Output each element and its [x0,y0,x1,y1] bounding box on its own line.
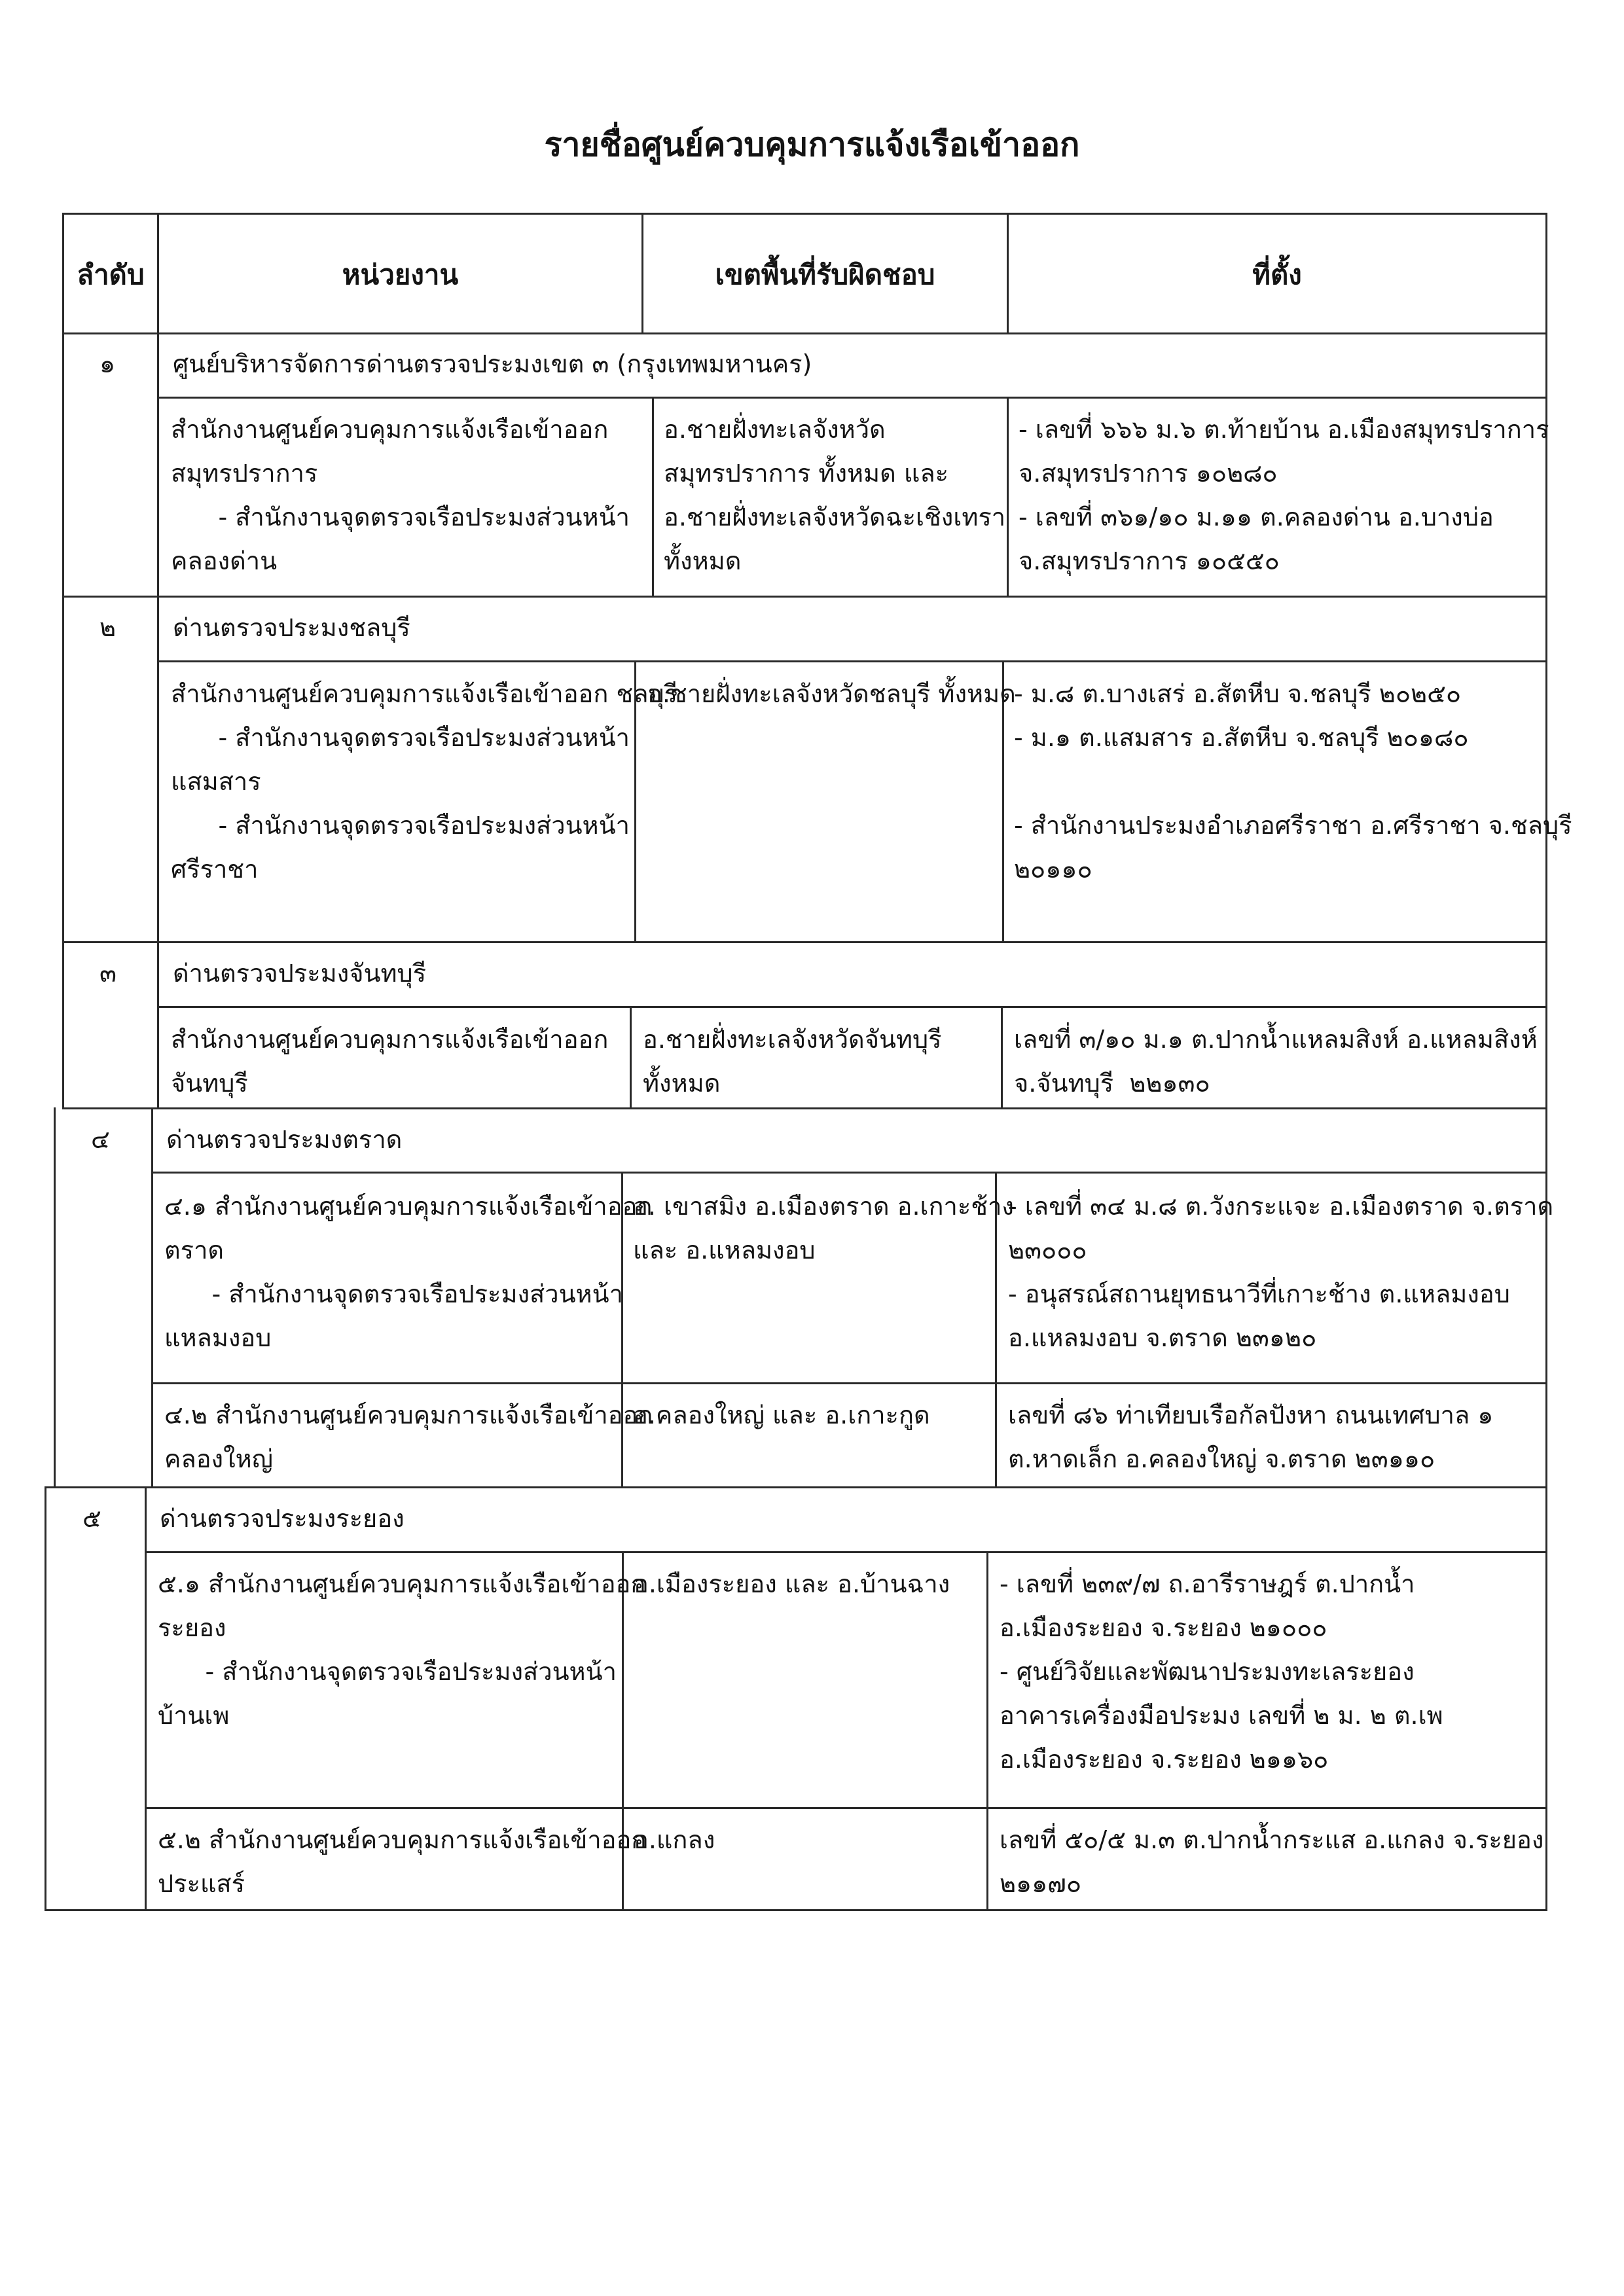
unit-line: สมุทรปราการ [171,459,318,488]
area-line: อ.คลองใหญ่ และ อ.เกาะกูด [633,1401,930,1429]
section-number: ๒ [99,613,117,642]
section-name: ศูนย์บริหารจัดการด่านตรวจประมงเขต ๓ (กรุงเทพมหานคร) [173,350,812,378]
location-line: - เลขที่ ๓๔ ม.๘ ต.วังกระแจะ อ.เมืองตราด จ.ตราด [1008,1192,1554,1221]
unit-line: - สำนักงานจุดตรวจเรือประมงส่วนหน้า [171,723,630,752]
location-line: - เลขที่ ๖๖๖ ม.๖ ต.ท้ายบ้าน อ.เมืองสมุทรปราการ [1019,415,1549,444]
unit-line: สำนักงานศูนย์ควบคุมการแจ้งเรือเข้าออก [171,415,609,444]
unit-line: แหลมงอบ [164,1323,272,1352]
header-location: ที่ตั้ง [1252,259,1302,291]
section-number: ๓ [99,959,117,988]
table-border [1001,1006,1003,1109]
location-line: - ม.๑ ต.แสมสาร อ.สัตหีบ จ.ชลบุรี ๒๐๑๘๐ [1014,723,1469,752]
section-number: ๔ [91,1125,110,1154]
location-line: อ.แหลมงอบ จ.ตราด ๒๓๑๒๐ [1008,1323,1317,1352]
area-line: ทั้งหมด [664,547,742,575]
location-line: เลขที่ ๘๖ ท่าเทียบเรือกัลปังหา ถนนเทศบาล ๑ [1008,1401,1494,1429]
location-line: จ.จันทบุรี ๒๒๑๓๐ [1014,1069,1210,1098]
table-border [157,660,1547,662]
table-border [986,1551,988,1911]
table-border [157,213,159,1109]
table-border [1007,397,1009,598]
table-border [145,1551,1547,1553]
header-area: เขตพื้นที่รับผิดชอบ [715,259,935,291]
location-line: อ.เมืองระยอง จ.ระยอง ๒๑๑๖๐ [1000,1745,1329,1774]
unit-line: - สำนักงานจุดตรวจเรือประมงส่วนหน้า [164,1280,623,1308]
table-border [151,1172,1547,1174]
unit-line: ๕.๒ สำนักงานศูนย์ควบคุมการแจ้งเรือเข้าออก [158,1825,647,1854]
table-border [1545,213,1547,1911]
section-name: ด่านตรวจประมงชลบุรี [173,613,410,642]
unit-line: แสมสาร [171,767,261,796]
area-line: อ.ชายฝั่งทะเลจังหวัดจันทบุรี [643,1025,942,1054]
location-line: อ.เมืองระยอง จ.ระยอง ๒๑๐๐๐ [1000,1613,1327,1642]
unit-line: ตราด [164,1236,225,1265]
area-line: อ. เขาสมิง อ.เมืองตราด อ.เกาะช้าง [633,1192,1014,1221]
unit-line: คลองใหญ่ [164,1444,274,1473]
location-line: จ.สมุทรปราการ ๑๐๕๕๐ [1019,547,1280,575]
location-line: ต.หาดเล็ก อ.คลองใหญ่ จ.ตราด ๒๓๑๑๐ [1008,1444,1435,1473]
unit-line: - สำนักงานจุดตรวจเรือประมงส่วนหน้า [171,811,630,840]
table-border [54,1107,56,1488]
section-number: ๑ [99,350,116,378]
table-border [157,397,1547,399]
unit-line: ระยอง [158,1613,226,1642]
location-line: ๒๐๑๑๐ [1014,855,1092,884]
area-line: อ.ชายฝั่งทะเลจังหวัด [664,415,886,444]
page-title: รายชื่อศูนย์ควบคุมการแจ้งเรือเข้าออก [544,126,1080,164]
unit-line: ๔.๑ สำนักงานศูนย์ควบคุมการแจ้งเรือเข้าออก [164,1192,653,1221]
location-line: - ม.๘ ต.บางเสร่ อ.สัตหีบ จ.ชลบุรี ๒๐๒๕๐ [1014,679,1462,708]
table-border [45,1909,1547,1911]
location-line: - เลขที่ ๓๖๑/๑๐ ม.๑๑ ต.คลองด่าน อ.บางบ่อ [1019,503,1494,531]
table-border [62,213,1547,215]
unit-line: จันทบุรี [171,1069,248,1098]
table-border [145,1486,147,1911]
location-line: - เลขที่ ๒๓๙/๗ ถ.อารีราษฎร์ ต.ปากน้ำ [1000,1570,1415,1598]
section-name: ด่านตรวจประมงจันทบุรี [173,959,427,988]
unit-line: - สำนักงานจุดตรวจเรือประมงส่วนหน้า [158,1657,617,1686]
location-line: ๒๓๐๐๐ [1008,1236,1087,1265]
location-line: เลขที่ ๓/๑๐ ม.๑ ต.ปากน้ำแหลมสิงห์ อ.แหลมสิงห์ [1014,1025,1538,1054]
area-line: และ อ.แหลมงอบ [633,1236,816,1265]
table-border [151,1107,153,1488]
table-border [62,1107,1547,1109]
header-unit: หน่วยงาน [342,259,459,291]
location-line: เลขที่ ๕๐/๕ ม.๓ ต.ปากน้ำกระแส อ.แกลง จ.ระยอง [1000,1825,1544,1854]
table-border [62,332,1547,334]
unit-line: ๕.๑ สำนักงานศูนย์ควบคุมการแจ้งเรือเข้าออก [158,1570,646,1598]
location-line: อาคารเครื่องมือประมง เลขที่ ๒ ม. ๒ ต.เพ [1000,1701,1443,1730]
table-border [62,213,64,1109]
section-name: ด่านตรวจประมงระยอง [160,1504,405,1533]
table-border [652,397,654,598]
location-line: ๒๑๑๗๐ [1000,1869,1082,1898]
unit-line: บ้านเพ [158,1701,230,1730]
area-line: อ.แกลง [634,1825,715,1854]
table-border [157,1006,1547,1008]
location-line: - ศูนย์วิจัยและพัฒนาประมงทะเลระยอง [1000,1657,1415,1686]
unit-line: - สำนักงานจุดตรวจเรือประมงส่วนหน้า [171,503,630,531]
unit-line: คลองด่าน [171,547,278,575]
unit-line: ศรีราชา [171,855,259,884]
area-line: อ.ชายฝั่งทะเลจังหวัดชลบุรี ทั้งหมด [647,679,1016,708]
table-border [151,1382,1547,1384]
location-line: - อนุสรณ์สถานยุทธนาวีที่เกาะช้าง ต.แหลมงอบ [1008,1280,1510,1308]
location-line: - สำนักงานประมงอำเภอศรีราชา อ.ศรีราชา จ.ชลบุรี [1014,811,1572,840]
table-border [62,941,1547,943]
table-border [45,1486,46,1911]
table-border [62,596,1547,598]
area-line: อ.เมืองระยอง และ อ.บ้านฉาง [634,1570,950,1598]
section-name: ด่านตรวจประมงตราด [166,1125,403,1154]
header-order: ลำดับ [77,259,145,291]
unit-line: สำนักงานศูนย์ควบคุมการแจ้งเรือเข้าออก [171,1025,609,1054]
table-border [145,1807,1547,1809]
section-number: ๕ [82,1504,101,1533]
unit-line: ๔.๒ สำนักงานศูนย์ควบคุมการแจ้งเรือเข้าออก [164,1401,653,1429]
table-border [45,1486,1547,1488]
location-line: จ.สมุทรปราการ ๑๐๒๘๐ [1019,459,1278,488]
area-line: สมุทรปราการ ทั้งหมด และ [664,459,949,488]
unit-line: สำนักงานศูนย์ควบคุมการแจ้งเรือเข้าออก ชลบุรี [171,679,678,708]
area-line: อ.ชายฝั่งทะเลจังหวัดฉะเชิงเทรา [664,503,1006,531]
centers-table [42,213,1572,1911]
unit-line: ประแสร์ [158,1869,245,1898]
table-border [630,1006,632,1109]
area-line: ทั้งหมด [643,1069,721,1098]
